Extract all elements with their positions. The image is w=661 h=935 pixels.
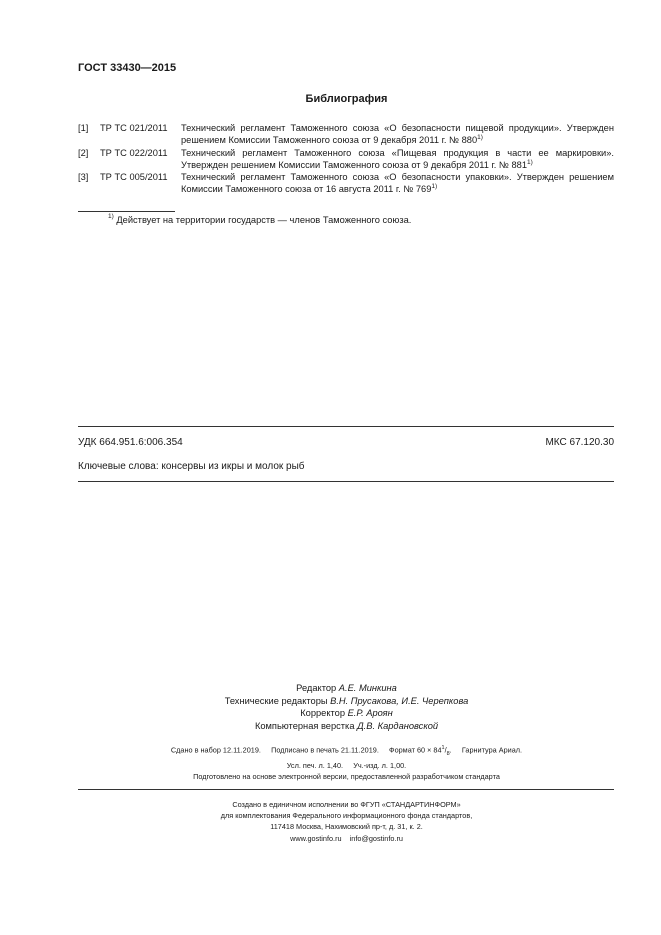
footnote-ref: 1) <box>527 158 533 166</box>
publisher-block <box>0 799 661 844</box>
entry-code: ТР ТС 021/2011 <box>100 123 168 133</box>
printing-line-2: Усл. печ. л. 1,40. Уч.-изд. л. 1,00. <box>286 760 407 770</box>
entry-text: Технический регламент Таможенного союза «Пищевая продукция в части ее маркировки». Утвержден решением Комиссии Таможенного союза от 9 декабря 2011 г. № 881$^{1)}$ <box>181 147 614 170</box>
publisher-line-1: Создано в единичном исполнении во ФГУП «СТАНДАРТИНФОРМ» <box>232 800 461 809</box>
prepared-note: Подготовлено на основе электронной версии, предоставленной разработчиком стандарта <box>193 772 500 781</box>
printing-line-1: Сдано в набор 12.11.2019. Подписано в печать 21.11.2019. Формат $60 \times 84^1/_8$. Гарнитура Ариал. <box>170 745 523 757</box>
website-link[interactable]: www.gostinfo.ru <box>290 833 342 843</box>
tech-editors-line: Технические редакторы В.Н. Прусакова, И.Е. Черепкова <box>224 695 469 706</box>
publisher-line-2: для комплектования Федерального информационного фонда стандартов, <box>220 811 473 821</box>
divider-top <box>78 426 614 427</box>
entry-code: ТР ТС 022/2011 <box>100 147 168 158</box>
standard-number: ГОСТ 33430—2015 <box>78 62 177 74</box>
udk-code: УДК 664.951.6:006.354 <box>78 437 183 448</box>
printing-info <box>0 742 661 772</box>
entry-number: [1] <box>78 123 89 133</box>
keywords: Ключевые слова: консервы из икры и молок рыб <box>78 461 305 472</box>
proofreader-line: Корректор Е.Р. Ароян <box>300 708 393 719</box>
publisher-line-3: 117418 Москва, Нахимовский пр-т, д. 31, к. 2. <box>270 822 423 832</box>
footnote-mark: 1) <box>108 213 114 220</box>
footnote-ref: 1) <box>477 134 483 142</box>
email-link[interactable]: info@gostinfo.ru <box>349 833 403 843</box>
bibliography-list <box>78 122 614 196</box>
entry-code: ТР ТС 005/2011 <box>100 172 168 183</box>
entry-text: Технический регламент Таможенного союза «О безопасности пищевой продукции». Утвержден решением Комиссии Таможенного союза от 9 декабря 2011 г. № 880$^{1)}$ <box>181 123 614 146</box>
bibliography-entry <box>78 147 614 172</box>
entry-text: Технический регламент Таможенного союза «О безопасности упаковки». Утвержден решением Комиссии Таможенного союза от 16 августа 2011 г. № 769$^{1)}$ <box>181 172 614 195</box>
entry-number: [2] <box>78 147 89 158</box>
entry-number: [3] <box>78 172 89 183</box>
publisher-contacts <box>32 833 661 844</box>
bibliography-entry <box>78 171 614 196</box>
credits-block <box>0 682 661 732</box>
footnote-divider <box>78 211 175 212</box>
layout-line: Компьютерная верстка Д.В. Кардановской <box>254 720 439 731</box>
footnote: $^{1)}$ Действует на территории государств — членов Таможенного союза. <box>108 213 412 225</box>
bibliography-title: Библиография <box>305 93 388 105</box>
bibliography-entry <box>78 122 614 147</box>
mks-code: МКС 67.120.30 <box>545 437 614 448</box>
editor-line: Редактор А.Е. Минкина <box>296 683 397 693</box>
divider-publisher <box>78 789 614 790</box>
divider-bottom <box>78 481 614 482</box>
footnote-ref: 1) <box>431 183 438 191</box>
